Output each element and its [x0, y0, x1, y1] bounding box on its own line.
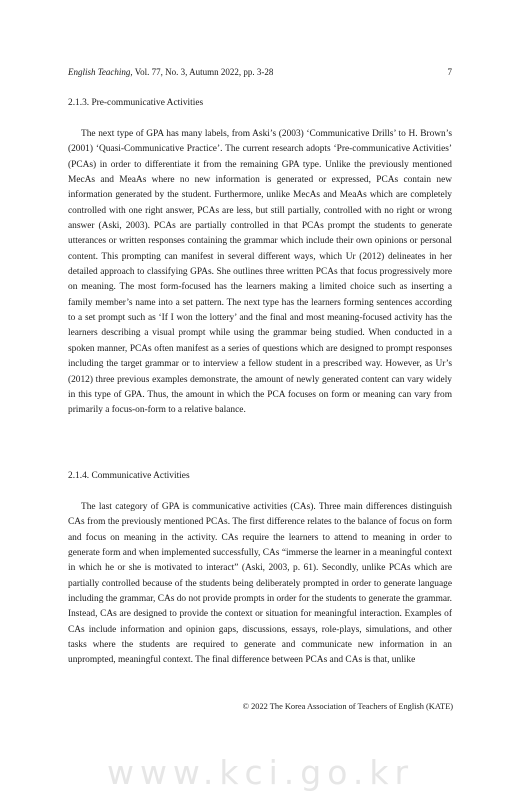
- section-paragraph-pre-communicative: The next type of GPA has many labels, from Aski’s (2003) ‘Communicative Drills’ to H. Brown’s (2001) ‘Quasi-Communicative Practice’. The current research adopts ‘Pre-communicative Activities’ (PCAs) in order to differentiate it from the remaining GPA type. Unlike the previously mentioned MecAs and MeaAs where no new information is generated or expressed, PCAs contain new information generated by the student. Furthermore, unlike MecAs and MeaAs which are completely controlled with one right answer, PCAs are less, but still partially, controlled with no right or wrong answer (Aski, 2003). PCAs are partially controlled in that PCAs prompt the students to generate utterances or written responses containing the grammar which include their own opinions or personal content. This prompting can manifest in several different ways, which Ur (2012) delineates in her detailed approach to classifying GPAs. She outlines three written PCAs that focus progressively more on meaning. The most form-focused has the learners making a limited choice such as inserting a family member’s name into a set pattern. The next type has the learners forming sentences according to a set prompt such as ‘If I won the lottery’ and the final and most meaning-focused activity has the learners describing a visual prompt while using the grammar being studied. When conducted in a spoken manner, PCAs often manifest as a series of questions which are designed to prompt responses including the target grammar or to interview a fellow student in a prescribed way. However, as Ur’s (2012) three previous examples demonstrate, the amount of newly generated content can vary widely in this type of GPA. Thus, the amount in which the PCA focuses on form or meaning can vary from primarily a focus-on-form to a relative balance.: [68, 129, 452, 416]
- section-heading-communicative: 2.1.4. Communicative Activities: [68, 471, 190, 481]
- journal-title: English Teaching: [68, 67, 131, 77]
- copyright-footer: © 2022 The Korea Association of Teachers of English (KATE): [242, 702, 453, 711]
- journal-issue: , Vol. 77, No. 3, Autumn 2022, pp. 3-28: [130, 67, 274, 77]
- page-number: 7: [447, 67, 452, 77]
- section-paragraph-communicative: The last category of GPA is communicative activities (CAs). Three main differences distinguish CAs from the previously mentioned PCAs. The first difference relates to the balance of focus on form and focus on meaning in the activity. CAs require the learners to attend to meaning in order to generate form and when implemented successfully, CAs “immerse the learner in a meaningful context in which he or she is motivated to interact” (Aski, 2003, p. 61). Secondly, unlike PCAs which are partially controlled because of the students being deliberately prompted in order to generate language including the grammar, CAs do not provide prompts in order for the students to generate the grammar. Instead, CAs are designed to provide the context or situation for meaningful interaction. Examples of CAs include information and opinion gaps, discussions, essays, role-plays, simulations, and other tasks where the students are required to generate and communicate new information in an unprompted, meaningful context. The final difference between PCAs and CAs is that, unlike: [68, 502, 452, 666]
- section-heading-pre-communicative: 2.1.3. Pre-communicative Activities: [68, 98, 204, 108]
- running-head: [68, 66, 452, 78]
- kci-watermark: www.kci.go.kr: [106, 753, 415, 792]
